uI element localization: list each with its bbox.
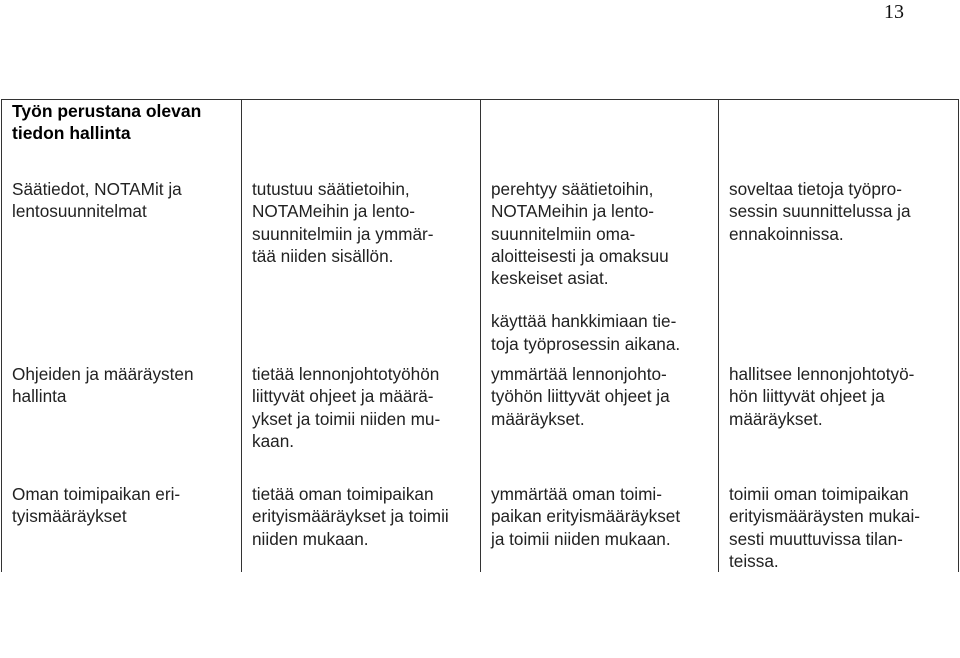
table-header-empty-cell — [242, 100, 481, 157]
criterion-cell-level-1: tietää oman toimipaikan erityismääräykset ja toimii niiden mukaan. — [242, 469, 481, 572]
page-number: 13 — [884, 1, 904, 23]
table-header-row — [2, 100, 959, 157]
criterion-cell-level-2: ymmärtää oman toimi- paikan erityismääräykset ja toimii niiden mukaan. — [481, 469, 719, 572]
table-row — [2, 156, 959, 355]
criterion-cell-level-1: tietää lennonjohtotyöhön liittyvät ohjeet ja määrä- ykset ja toimii niiden mu- kaan. — [242, 355, 481, 469]
criterion-cell-level-1: tutustuu säätietoihin, NOTAMeihin ja lento- suunnitelmiin ja ymmär- tää niiden sisällön. — [242, 156, 481, 355]
table-header-empty-cell — [481, 100, 719, 157]
section-heading: Työn perustana olevan tiedon hallinta — [12, 101, 202, 144]
row-topic: Säätiedot, NOTAMit ja lentosuunnitelmat — [2, 156, 242, 355]
criterion-cell-level-3: hallitsee lennonjohtotyö- hön liittyvät ohjeet ja määräykset. — [719, 355, 959, 469]
criterion-cell-level-2: perehtyy säätietoihin, NOTAMeihin ja lento- suunnitelmiin oma- aloitteisesti ja omaksuu keskeiset asiat. käyttää hankkimiaan tie- toja työprosessin aikana. — [481, 156, 719, 355]
table-row — [2, 469, 959, 572]
table-row — [2, 355, 959, 469]
criterion-cell-level-3: toimii oman toimipaikan erityismääräysten mukai- sesti muuttuvissa tilan- teissa. — [719, 469, 959, 572]
table-header-cell — [2, 100, 242, 157]
row-topic: Oman toimipaikan eri- tyismääräykset — [2, 469, 242, 572]
row-topic: Ohjeiden ja määräysten hallinta — [2, 355, 242, 469]
criterion-cell-level-2: ymmärtää lennonjohto- työhön liittyvät ohjeet ja määräykset. — [481, 355, 719, 469]
table-header-empty-cell — [719, 100, 959, 157]
competence-table — [1, 99, 959, 572]
criterion-cell-level-3: soveltaa tietoja työpro- sessin suunnittelussa ja ennakoinnissa. — [719, 156, 959, 355]
